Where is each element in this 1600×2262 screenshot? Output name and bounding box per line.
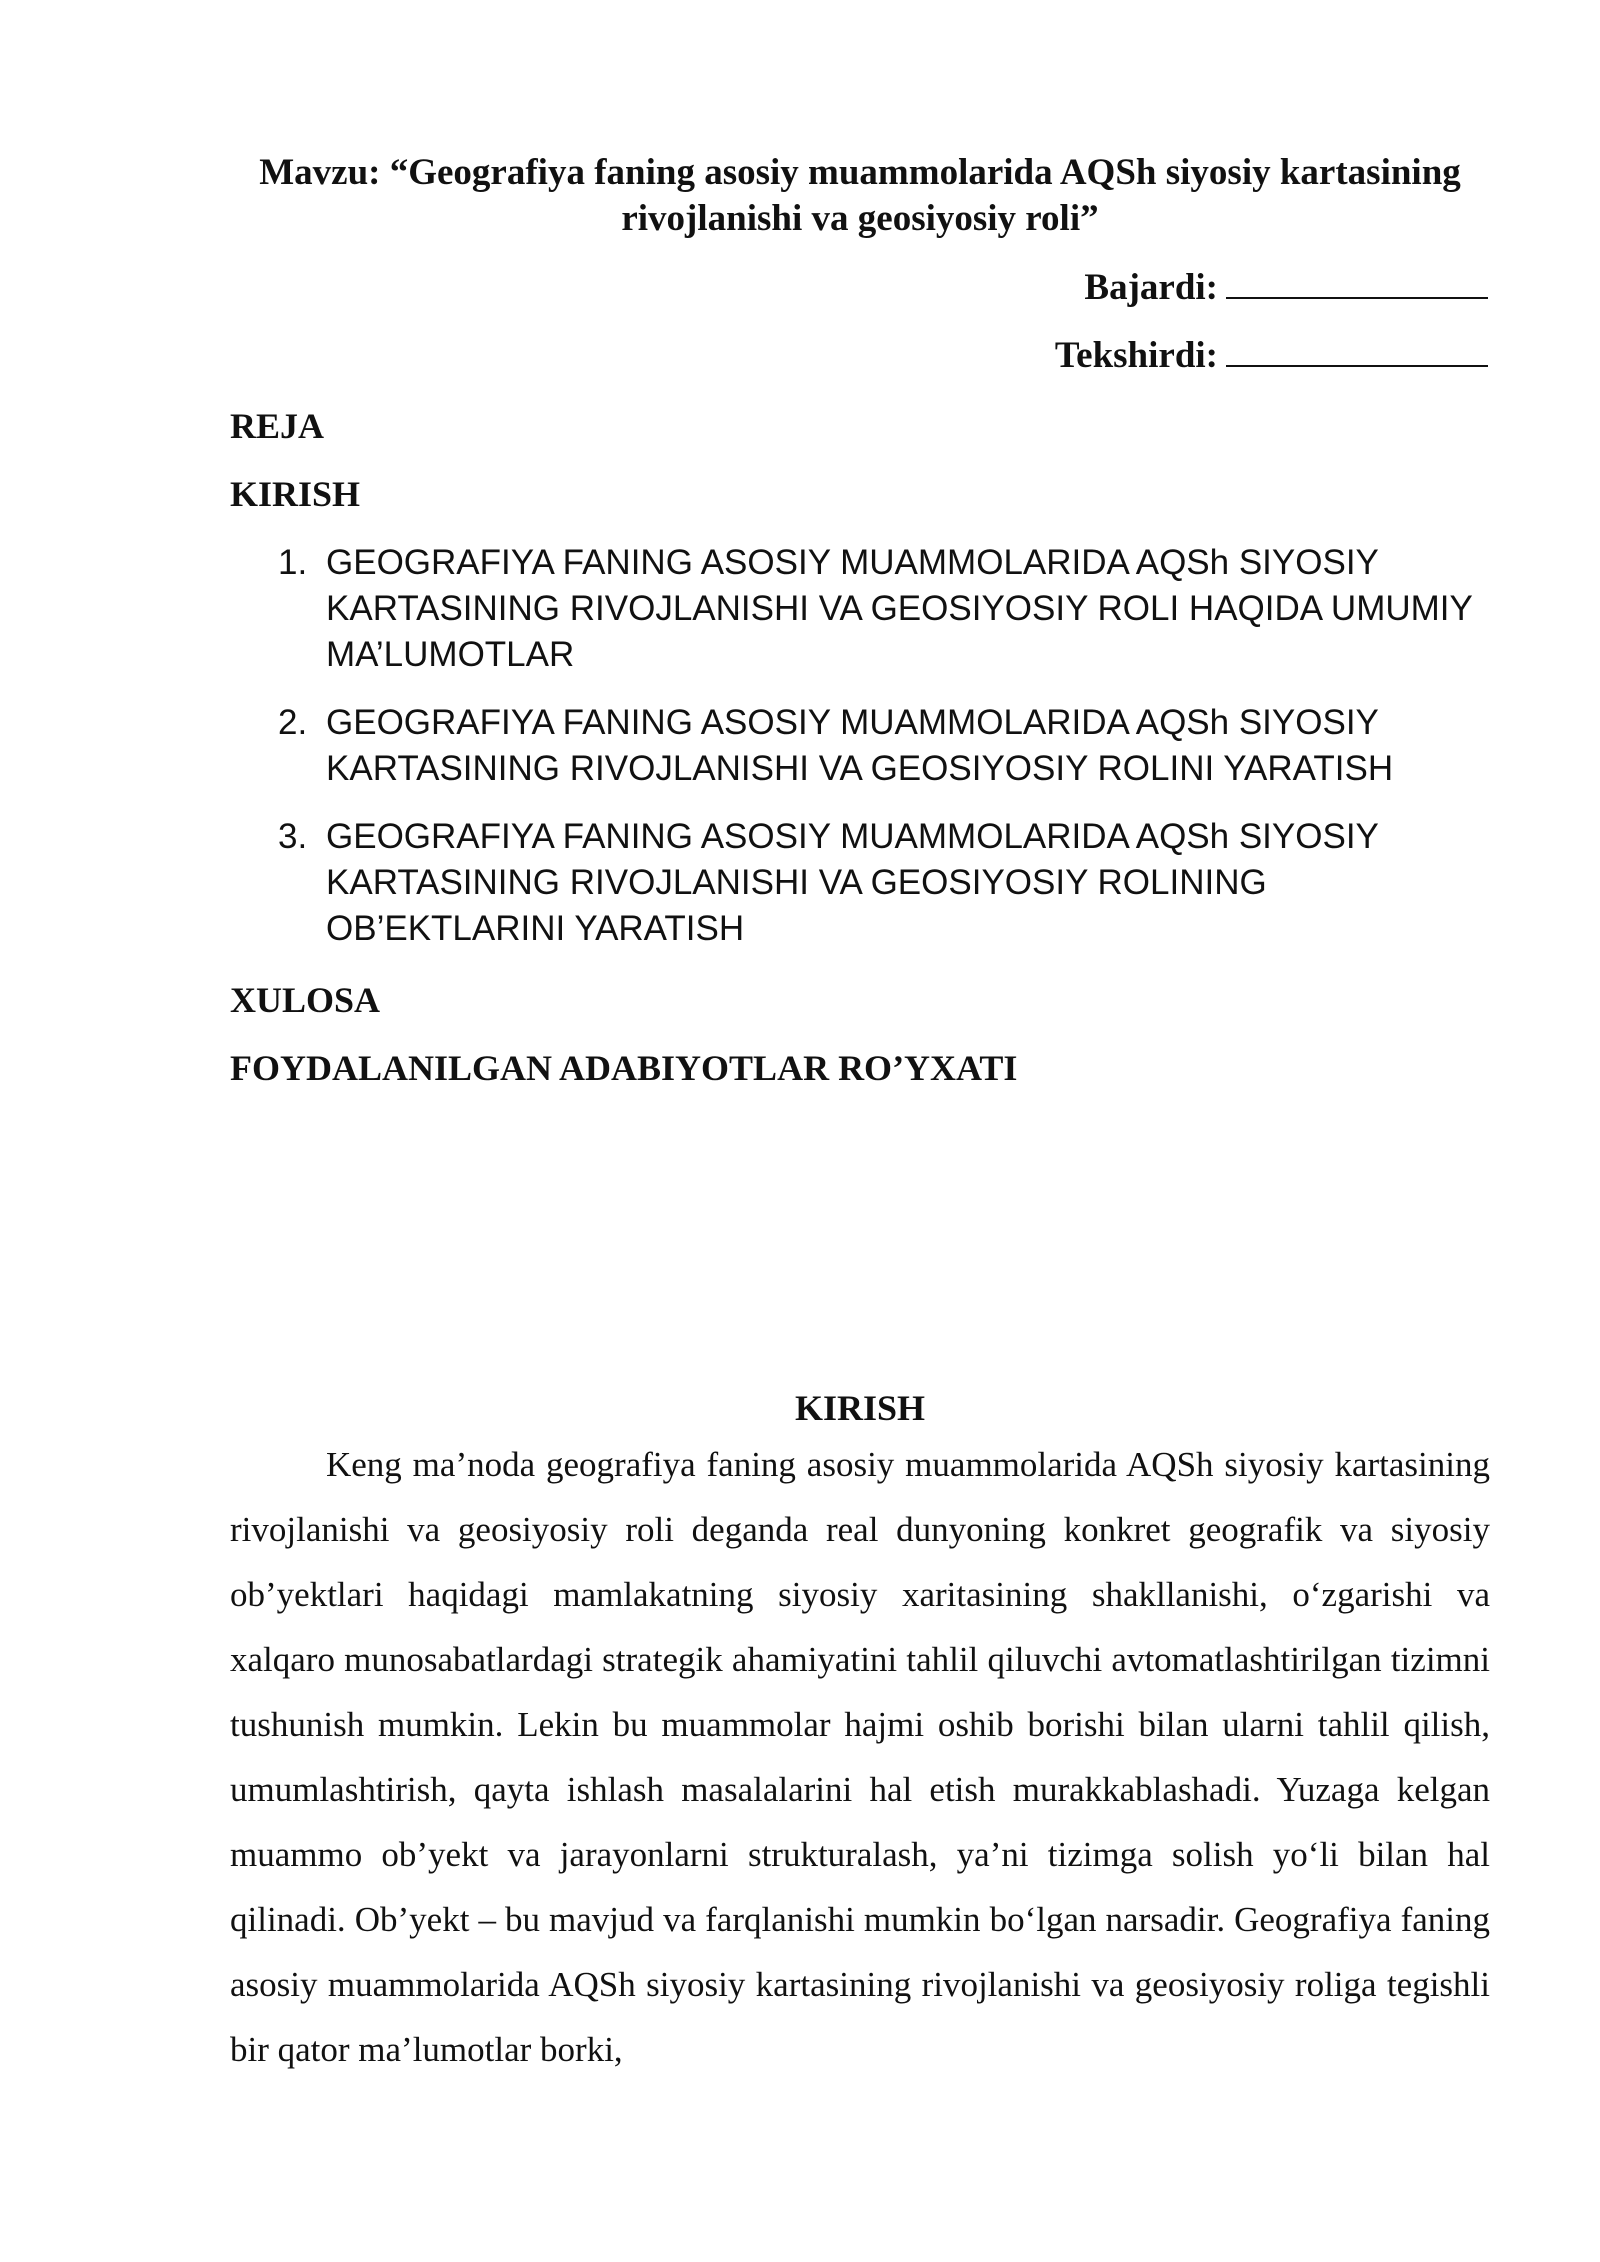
plan-list [230,540,1500,974]
plan-item-number: 3. [278,817,308,856]
plan-item-number: 2. [278,703,308,742]
xulosa-heading: XULOSA [230,980,381,1020]
title-line-1: Mavzu: “Geografiya faning asosiy muammolarida AQSh siyosiy kartasining [259,152,1461,193]
plan-item-text: GEOGRAFIYA FANING ASOSIY MUAMMOLARIDA AQSh SIYOSIY KARTASINING RIVOJLANISHI VA GEOSIYOSIY ROLI HAQIDA UMUMIY MA’LUMOTLAR [326,543,1473,674]
title-line-2: rivojlanishi va geosiyosiy roli” [621,198,1099,239]
kirish-plan-heading: KIRISH [230,474,361,514]
kirish-paragraph: Keng ma’noda geografiya faning asosiy muammolarida AQSh siyosiy kartasining rivojlanishi va geosiyosiy roli deganda real dunyoning konkret geografik va siyosiy ob’yektlari haqidagi mamlakatning siyosiy xaritasining shakllanishi, o‘zgarishi va xalqaro munosabatlardagi strategik ahamiyatini tahlil qiluvchi avtomatlashtirilgan tizimni tushunish mumkin. Lekin bu muammolar hajmi oshib borishi bilan ularni tahlil qilish, umumlashtirish, qayta ishlash masalalarini hal etish murakkablashadi. Yuzaga kelgan muammo ob’yekt va jarayonlarni strukturalash, ya’ni tizimga solish yo‘li bilan hal qilinadi. Ob’yekt – bu mavjud va farqlanishi mumkin bo‘lgan narsadir. Geografiya faning asosiy muammolarida AQSh siyosiy kartasining rivojlanishi va geosiyosiy roliga tegishli bir qator ma’lumotlar borki, [230,1445,1490,2069]
plan-item [230,540,1500,678]
reja-heading: REJA [230,406,325,446]
plan-item [230,700,1500,792]
plan-item [230,814,1500,952]
plan-item-number: 1. [278,543,308,582]
bajardi-label: Bajardi: [1084,267,1218,308]
tekshirdi-blank-line [1226,335,1488,367]
bajardi-row [1084,266,1488,310]
kirish-section-heading: KIRISH [794,1388,926,1428]
references-heading: FOYDALANILGAN ADABIYOTLAR RO’YXATI [230,1048,1018,1088]
document-title [230,150,1490,242]
tekshirdi-label: Tekshirdi: [1054,335,1218,376]
tekshirdi-row [1055,334,1488,378]
plan-item-text: GEOGRAFIYA FANING ASOSIY MUAMMOLARIDA AQSh SIYOSIY KARTASINING RIVOJLANISHI VA GEOSIYOSIY ROLINI YARATISH [326,703,1394,788]
plan-item-text: GEOGRAFIYA FANING ASOSIY MUAMMOLARIDA AQSh SIYOSIY KARTASINING RIVOJLANISHI VA GEOSIYOSIY ROLINING OB’EKTLARINI YARATISH [326,817,1379,948]
bajardi-blank-line [1226,267,1488,299]
